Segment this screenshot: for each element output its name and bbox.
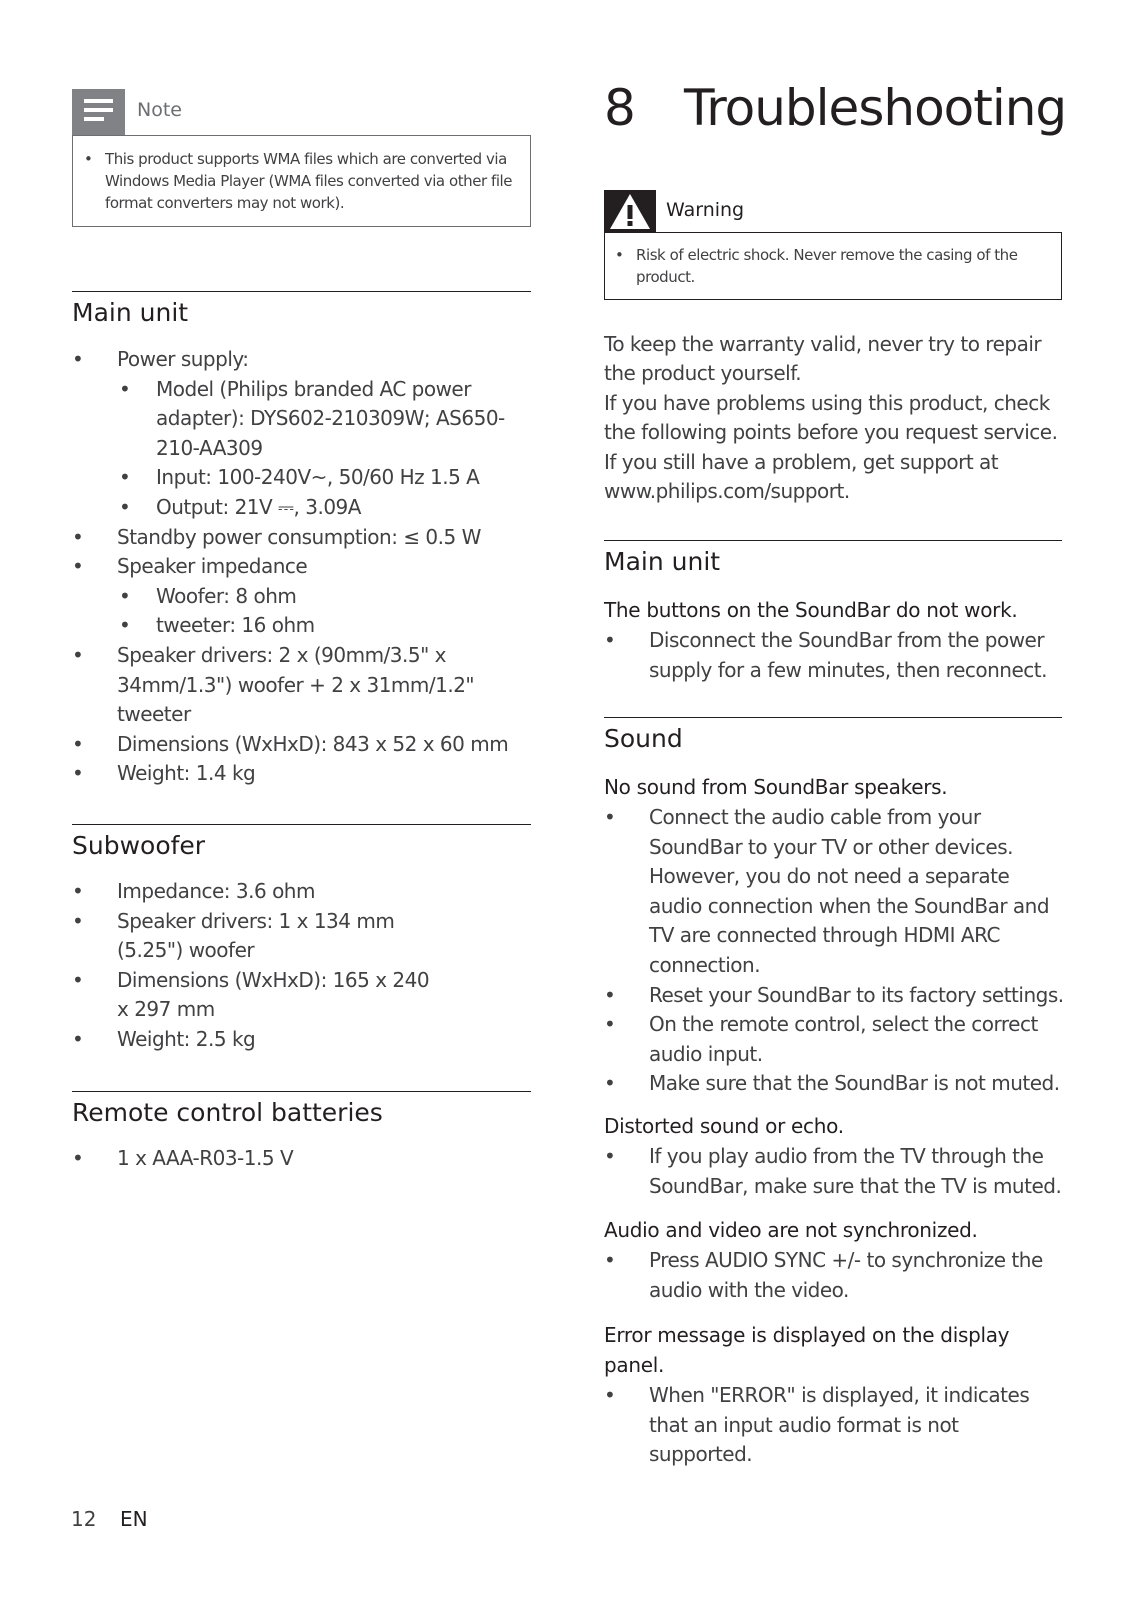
problem-heading: Error message is displayed on the display panel.	[604, 1323, 1010, 1377]
list-item: • When "ERROR" is displayed, it indicates that an input audio format is not supported.	[604, 1381, 1064, 1470]
list-item: • Model (Philips branded AC power adapter): DYS602-210309W; AS650-210-AA309	[72, 375, 542, 464]
page-number: 12	[71, 1507, 97, 1531]
remote-spec-list	[72, 1144, 512, 1174]
section-rule	[604, 717, 1062, 718]
list-item: • Make sure that the SoundBar is not muted.	[604, 1069, 1066, 1099]
warning-label: Warning	[666, 199, 745, 221]
list-item: • Standby power consumption: ≤ 0.5 W	[72, 523, 542, 553]
section-heading-main-unit: Main unit	[72, 298, 189, 327]
list-item: • Speaker impedance	[72, 552, 542, 582]
page-title: Troubleshooting	[684, 79, 1067, 137]
solution-list	[604, 1142, 1064, 1201]
section-rule	[72, 1091, 531, 1092]
section-heading-main-unit: Main unit	[604, 547, 721, 576]
note-box: • This product supports WMA files which are converted via Windows Media Player (WMA files converted via other file format converters may not work).	[72, 135, 531, 227]
problem-heading: Distorted sound or echo.	[604, 1114, 844, 1138]
list-item: • 1 x AAA-R03-1.5 V	[72, 1144, 512, 1174]
intro-paragraph: If you have problems using this product, check the following points before you request service. If you still have a problem, get support at www.philips.com/support.	[604, 391, 1058, 504]
list-item: • Reset your SoundBar to its factory settings.	[604, 981, 1066, 1011]
list-item: • Dimensions (WxHxD): 843 x 52 x 60 mm	[72, 730, 542, 760]
solution-list	[604, 803, 1066, 1099]
subwoofer-spec-list	[72, 877, 432, 1055]
section-heading-sound: Sound	[604, 724, 683, 753]
note-label: Note	[137, 99, 182, 121]
list-item: • Press AUDIO SYNC +/- to synchronize the audio with the video.	[604, 1246, 1064, 1305]
list-item: • Dimensions (WxHxD): 165 x 240 x 297 mm	[72, 966, 432, 1025]
list-item: • Connect the audio cable from your SoundBar to your TV or other devices. However, you do not need a separate audio connection when the SoundBar and TV are connected through HDMI ARC connection.	[604, 803, 1066, 981]
problem-heading: Audio and video are not synchronized.	[604, 1218, 978, 1242]
warning-icon	[604, 190, 656, 232]
section-rule	[72, 291, 531, 292]
list-item: • Weight: 1.4 kg	[72, 759, 542, 789]
list-item: • On the remote control, select the correct audio input.	[604, 1010, 1066, 1069]
list-item: • Weight: 2.5 kg	[72, 1025, 432, 1055]
right-column	[604, 0, 1067, 1601]
section-rule	[72, 824, 531, 825]
list-item: • Power supply:	[72, 345, 542, 375]
solution-list	[604, 1381, 1064, 1470]
left-column	[72, 0, 531, 1601]
intro-paragraph: To keep the warranty valid, never try to repair the product yourself.	[604, 332, 1042, 386]
list-item: • Woofer: 8 ohm	[72, 582, 542, 612]
note-header	[72, 89, 531, 135]
list-item: • Output: 21V ⎓, 3.09A	[72, 493, 542, 523]
list-item: • tweeter: 16 ohm	[72, 611, 542, 641]
list-item: • Speaker drivers: 1 x 134 mm (5.25") woofer	[72, 907, 432, 966]
main-unit-spec-list	[72, 345, 542, 789]
list-item: • Speaker drivers: 2 x (90mm/3.5" x 34mm/1.3") woofer + 2 x 31mm/1.2" tweeter	[72, 641, 542, 730]
section-heading-subwoofer: Subwoofer	[72, 831, 206, 860]
list-item: • If you play audio from the TV through the SoundBar, make sure that the TV is muted.	[604, 1142, 1064, 1201]
chapter-number: 8	[604, 79, 636, 137]
section-rule	[604, 540, 1062, 541]
solution-list	[604, 626, 1064, 685]
section-heading-remote-batteries: Remote control batteries	[72, 1098, 383, 1127]
problem-heading: The buttons on the SoundBar do not work.	[604, 598, 1018, 622]
warning-header	[604, 190, 1062, 232]
list-item: • Input: 100-240V~, 50/60 Hz 1.5 A	[72, 463, 542, 493]
list-item: • Disconnect the SoundBar from the power supply for a few minutes, then reconnect.	[604, 626, 1064, 685]
language-code: EN	[120, 1507, 148, 1531]
list-item: • Impedance: 3.6 ohm	[72, 877, 432, 907]
warning-box: • Risk of electric shock. Never remove the casing of the product.	[604, 232, 1062, 300]
problem-heading: No sound from SoundBar speakers.	[604, 775, 948, 799]
note-icon	[72, 89, 125, 135]
solution-list	[604, 1246, 1064, 1305]
